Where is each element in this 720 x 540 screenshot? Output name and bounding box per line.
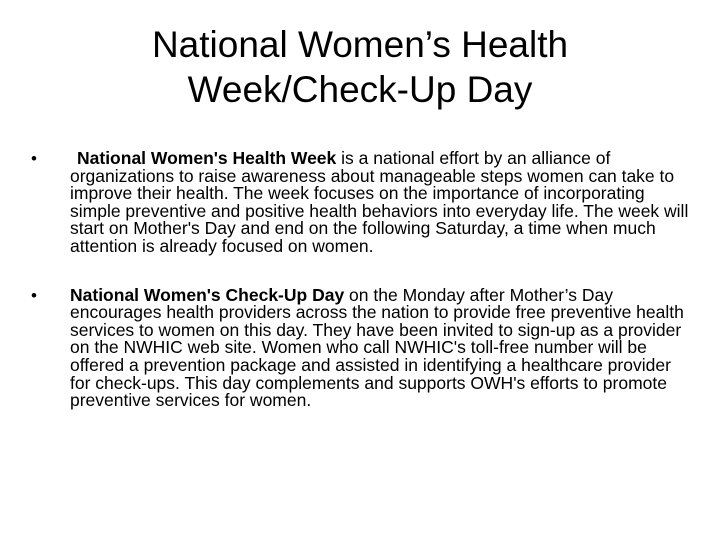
bullet-text [70,150,690,256]
bullet-lead: National Women's Check-Up Day [70,284,345,305]
slide-title [40,22,680,112]
bullet-body: on the Monday after Mother’s Day encourages health providers across the nation to provide free preventive health services to women on this day. They have been invited to sign-up as a provider on the NWHIC web site. Women who call NWHIC's toll-free number will be offered a prevention package and assisted in identifying a healthcare provider for check-ups. This day complements and supports OWH's efforts to promote preventive services for women. [70,284,684,411]
bullet-item-check-up-day [0,284,720,411]
bullet-list [0,150,720,410]
bullet-lead: National Women's Health Week [77,148,337,168]
slide-title-line-2: Week/Check-Up Day [187,69,533,110]
slide-title-line-1: National Women’s Health [151,24,569,65]
bullet-item-health-week [0,150,720,256]
bullet-text [70,284,690,411]
bullet-icon: • [31,285,37,305]
bullet-body: is a national effort by an alliance of organizations to raise awareness about manageable steps women can take to improve their health. The week focuses on the importance of incorporating simple preventive and positive health behaviors into everyday life. The week will start on Mother's Day and end on the following Saturday, a time when much attention is already focused on women. [70,148,689,256]
bullet-icon: • [31,149,37,168]
